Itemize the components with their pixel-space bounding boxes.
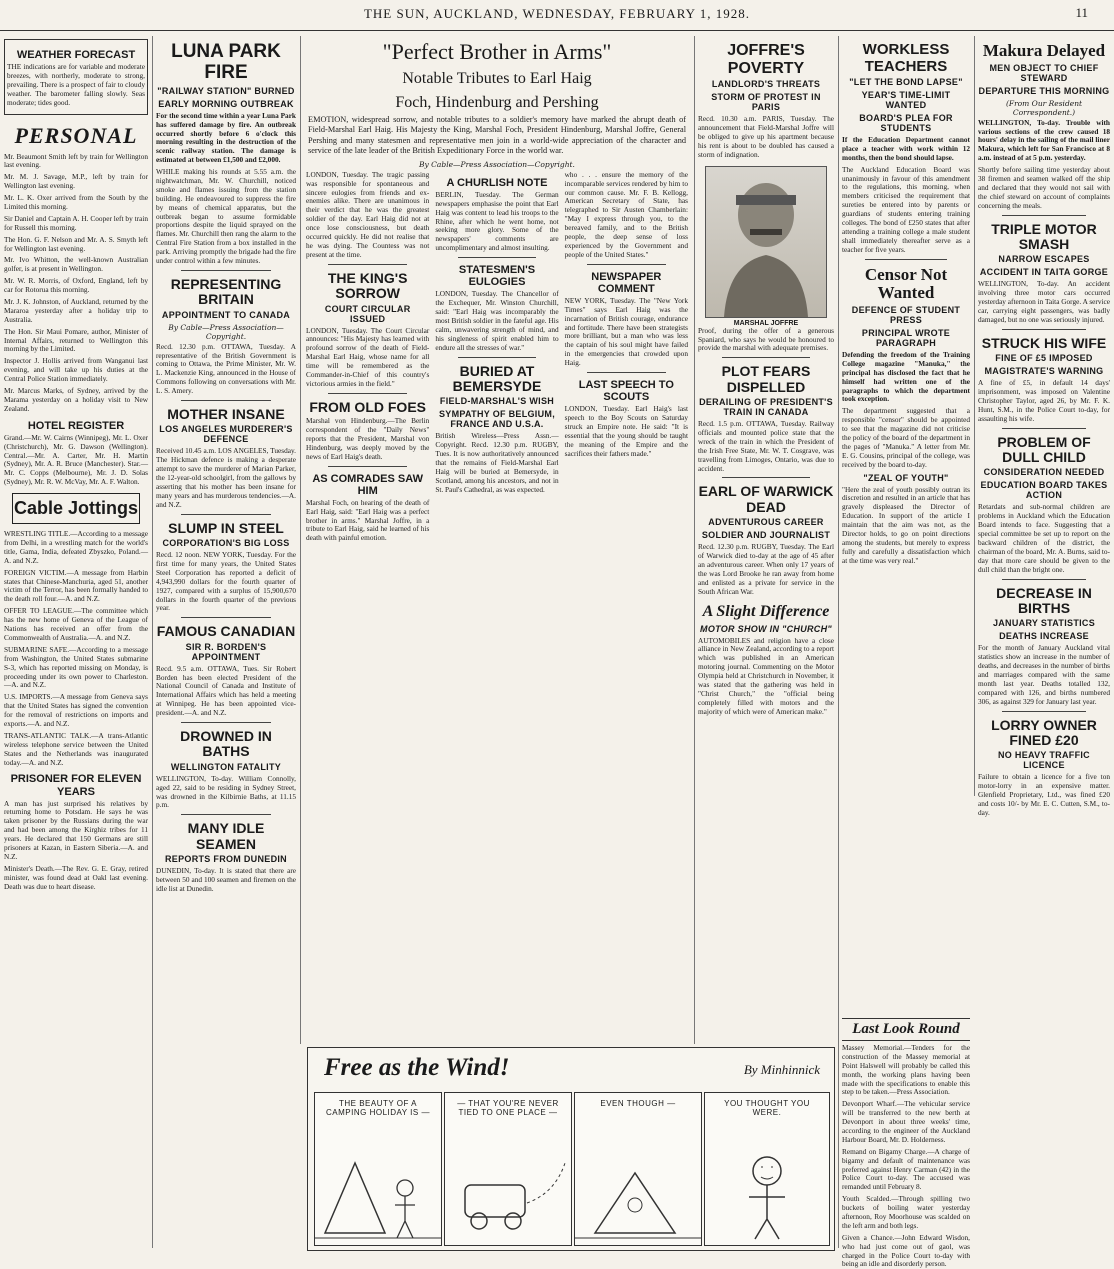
column-6 xyxy=(842,36,970,1044)
panel-caption: YOU THOUGHT YOU WERE. xyxy=(724,1099,810,1117)
column-2 xyxy=(156,36,296,1248)
makura-subheading: DEPARTURE THIS MORNING xyxy=(978,85,1110,96)
slump-subheading: CORPORATION'S BIG LOSS xyxy=(162,538,290,549)
main-col-right xyxy=(565,171,688,546)
divider xyxy=(587,264,666,265)
panel-caption: EVEN THOUGH — xyxy=(600,1099,676,1108)
main-story xyxy=(304,36,690,1044)
column-5 xyxy=(698,36,834,1044)
divider xyxy=(722,357,809,358)
divider xyxy=(1002,711,1087,712)
cable-jottings-heading: Cable Jottings xyxy=(12,493,140,524)
wife-subheading: FINE OF £5 IMPOSED xyxy=(995,353,1093,364)
teachers-subheading: BOARD'S PLEA FOR STUDENTS xyxy=(859,113,953,133)
personal-item: Mr. M. J. Savage, M.P., left by train for Wellington last evening. xyxy=(4,172,148,191)
prisoner-heading: PRISONER FOR ELEVEN YEARS xyxy=(10,773,142,798)
masthead xyxy=(0,0,1114,31)
canadian-subheading: SIR R. BORDEN'S APPOINTMENT xyxy=(185,641,267,662)
cable-item: TRANS-ATLANTIC TALK.—A trans-Atlantic wireless telephone service between the United States and the Netherlands was inaugurated today.—A. and N.Z. xyxy=(4,730,148,767)
prisoner-text: A man has just surprised his relatives by returning home to Potsdam. He says he was taken prisoner by the Russians during the war and had been among the Kirghiz tribes for 11 years. He declared that 150 Germans are still prisoners at Kazan, in Eastern Siberia.—A. and N.Z. xyxy=(4,798,148,861)
main-columns xyxy=(304,171,690,546)
teachers-subheading: "LET THE BOND LAPSE" xyxy=(849,77,963,87)
britain-text: Recd. 12.30 p.m. OTTAWA, Tuesday. A representative of the British Government is coming to Ottawa, the Prime Minister, Mr. W. L. Mackenzie King, announced in the House of Commons following on conversations with Mr. L. S. Amery. xyxy=(156,341,296,396)
cable-item: OFFER TO LEAGUE.—The committee which has the new home of Geneva of the League of Nations has received an offer from the Commonwealth of Australia.—A. and N.Z. xyxy=(4,606,148,642)
smash-text: WELLINGTON, To-day. An accident involving three motor cars occurred yesterday afternoon in Taita Gorge. A service car, carrying eight passengers, was badly damaged, but no one was seriously injured. xyxy=(978,279,1110,324)
mother-subheading: LOS ANGELES MURDERER'S DEFENCE xyxy=(159,424,293,445)
plot-heading: PLOT FEARS DISPELLED xyxy=(721,363,811,395)
births-heading: DECREASE IN BIRTHS xyxy=(996,584,1092,616)
personal-heading: PERSONAL xyxy=(14,122,138,148)
lorry-text: Failure to obtain a licence for a five ton motor-lorry in an expensive matter. Glenfield Proprietary, Ltd., was fined £20 and costs 10/- by Mr. E. C. Cutten, S.M., to-day. xyxy=(978,772,1110,817)
drowned-heading: DROWNED IN BATHS xyxy=(180,728,272,760)
column-rule xyxy=(838,36,839,1248)
personal-item: The Hon. G. F. Nelson and Mr. A. S. Smyth left for Wellington last evening. xyxy=(4,234,148,253)
smash-heading: TRIPLE MOTOR SMASH xyxy=(991,220,1097,252)
photo-caption: MARSHAL JOFFRE xyxy=(733,319,799,327)
lastlook-item: Massey Memorial.—Tenders for the construction of the Massey memorial at Point Halswell will probably be called this month, the working plans having been made with the specifications to enable this step to be taken.—Press Association. xyxy=(842,1043,970,1097)
cartoon-panel xyxy=(574,1092,702,1246)
column-rule xyxy=(974,36,975,796)
minister-text: Minister's Death.—The Rev. G. E. Gray, retired minister, was found dead at Oakl last evening. Death was due to heart disease. xyxy=(4,863,148,891)
column-1 xyxy=(4,36,148,1248)
eulogies-heading: STATESMEN'S EULOGIES xyxy=(458,264,536,289)
joffre-text: Proof, during the offer of a generous Spaniard, who says he would be honoured to provide the marshal with adequate premises. xyxy=(698,325,834,353)
divider xyxy=(1002,329,1087,330)
sorrow-text: LONDON, Tuesday. The Court Circular announces: "His Majesty has learned with profound sorrow of the death of Field-Marshal Earl Haig, whose name for all time will be remembered as the Commander-in-Chief of this country's victorious armies in the field." xyxy=(306,325,430,388)
lunapark-subheading: "RAILWAY STATION" BURNED xyxy=(157,85,295,96)
lorry-subheading: NO HEAVY TRAFFIC LICENCE xyxy=(998,750,1090,771)
censor-lead: Defending the freedom of the Training College magazine "Manuka," the principal has disclosed the fact that he himself had written one of the paragraphs to which the department took exception. xyxy=(842,349,970,404)
lastlook-item: Youth Scalded.—Through spilling two buckets of boiling water yesterday afternoon, Roy Moorhouse was scalded on the left arm and both legs. xyxy=(842,1194,970,1230)
cartoon-title: Free as the Wind! xyxy=(324,1054,510,1081)
panel-caption: THE BEAUTY OF A CAMPING HOLIDAY IS — xyxy=(326,1099,430,1117)
personal-item: Inspector J. Hollis arrived from Wanganui last evening, and will take up his duties at the Central Police Station immediately. xyxy=(4,356,148,384)
slump-heading: SLUMP IN STEEL xyxy=(168,519,284,536)
joffre-subheading: STORM OF PROTEST IN PARIS xyxy=(711,92,821,113)
births-text: For the month of January Auckland vital statistics show an increase in the number of deaths, and decreases in the number of births and marriages compared with the same month last year. Deaths totalled 132, compared with 126, and births numbered 306, as against 329 for January last year. xyxy=(978,643,1110,706)
joffre-text: Recd. 10.30 a.m. PARIS, Tuesday. The announcement that Field-Marshal Joffre will be obliged to give up his apartment because his rent is about to be doubled has caused a storm of indignation. xyxy=(698,114,834,159)
lunapark-lead: For the second time within a year Luna Park has suffered damage by fire. An outbreak occurred shortly before 6 o'clock this morning resulting in the destruction of the scenic railway station. The damage is estimated at between £1,500 and £2,000. xyxy=(156,110,296,165)
scouts-text: LONDON, Tuesday. Earl Haig's last speech to the Boy Scouts on Saturday struck an Empire note. He said: "It is essential that the young should be taught the meaning of the Empire and the sacrifices their fathers made." xyxy=(564,404,688,458)
column-7 xyxy=(978,36,1110,1248)
cartoon-panel xyxy=(314,1092,442,1246)
warwick-heading: EARL OF WARWICK DEAD xyxy=(698,483,834,515)
column-rule xyxy=(152,36,153,1248)
cable-item: WRESTLING TITLE.—According to a message from Delhi, in a wrestling match for the world's title, Gama, India, defeated Zbyszko, Poland.—A. and N.Z. xyxy=(4,529,148,565)
scouts-heading: LAST SPEECH TO SCOUTS xyxy=(578,379,674,404)
bemersyde-heading: BURIED AT BEMERSYDE xyxy=(452,362,542,394)
warwick-subheading: ADVENTUROUS CAREER xyxy=(708,517,824,528)
main-headline: "Perfect Brother in Arms" xyxy=(382,39,612,64)
comment-text: NEW YORK, Tuesday. The "New York Times" says Earl Haig was the incarnation of British courage, endurance and fortitude. There have been strategists more brilliant, but a man who was less the captain of his soul might have failed in the emergencies that crowded upon Haig. xyxy=(564,295,688,368)
slight-heading: A Slight Difference xyxy=(702,602,830,620)
slight-subheading: MOTOR SHOW IN "CHURCH" xyxy=(700,623,832,634)
comment-heading: NEWSPAPER COMMENT xyxy=(591,270,662,295)
makura-text: Shortly before sailing time yesterday about 38 firemen and seamen walked off the ship and declared that they would not sail with the chief steward on account of complaints concerning the meals. xyxy=(978,165,1110,210)
main-text: LONDON, Tuesday. The tragic passing was responsible for spontaneous and sincere eulogies from friends and ex-enemies alike. There are unanimous in their verdict that he was the greatest soldier of the day. Earl Haig did not at once lose consciousness, but death occurred quickly. He did not realise that he was dying. The Countess was not present at the time. xyxy=(306,169,430,259)
bemersyde-subheading: SYMPATHY OF BELGIUM, FRANCE AND U.S.A. xyxy=(438,409,555,430)
main-dateline: By Cable—Press Association—Copyright. xyxy=(419,159,575,169)
arms-text: Marshal Foch, on hearing of the death of Earl Haig, said: "Earl Haig was a perfect brother in arms." Marshal Joffre, in a tribute to Earl Haig, said he learned of his death with painful emotion. xyxy=(306,497,430,543)
teachers-text: The Auckland Education Board was unanimously in favour of this amendment to the regulations, this morning, when members criticised the requirement that sureties be entered into by parents or guardians of students entering training colleges. The bond of £250 states that after attending a training college a male student shall immediately thereafter serve as a teacher for five years. xyxy=(842,164,970,254)
child-subheading: CONSIDERATION NEEDED xyxy=(983,467,1105,478)
censor-subheading: PRINCIPAL WROTE PARAGRAPH xyxy=(861,327,951,348)
personal-item: Mr. L. K. Oxer arrived from the South by the Limited this morning. xyxy=(4,193,148,211)
censor-subheading: DEFENCE OF STUDENT PRESS xyxy=(851,304,961,325)
divider xyxy=(181,617,271,618)
column-rule xyxy=(694,36,695,1044)
cable-item: FOREIGN VICTIM.—A message from Harbin states that Chinese-Manchuria, aged 51, another victim of the Terror, has been formally handed to the death roll four.—A. and N.Z. xyxy=(4,567,148,604)
makura-heading: Makura Delayed xyxy=(982,41,1106,60)
personal-item: Sir Daniel and Captain A. H. Cooper left by train for Russell this morning. xyxy=(4,213,148,232)
child-text: Retardats and sub-normal children are problems in Auckland which the Education Board intends to face. Suggesting that a special committee be set up to report on the backward children of the district, the chairman of the board, Mr. A. Burns, said to-day that more care should be given to the dull child than the bright one. xyxy=(978,502,1110,574)
divider xyxy=(181,814,271,815)
britain-heading: REPRESENTING BRITAIN xyxy=(170,275,282,308)
arms-heading: AS COMRADES SAW HIM xyxy=(312,472,423,497)
main-col-left xyxy=(306,171,429,546)
portrait-image xyxy=(706,167,826,317)
weather-heading: WEATHER FORECAST xyxy=(16,49,136,61)
divider xyxy=(328,264,407,265)
divider xyxy=(458,357,537,358)
slight-text: AUTOMOBILES and religion have a close alliance in New Zealand, according to a report which was published in an American motoring journal. Commenting on the Motor Olympia held at Christchurch in November, it was stated that the gathering was held in "Christ Church," the "official being completely filled with motors and the majority of which were of American make." xyxy=(698,635,834,716)
zeal-heading: "ZEAL OF YOUTH" xyxy=(863,472,949,483)
joffre-subheading: LANDLORD'S THREATS xyxy=(711,79,821,90)
personal-item: Mr. J. K. Johnston, of Auckland, returned by the Mararoa yesterday after a holiday trip to Australia. xyxy=(4,297,148,324)
divider xyxy=(865,259,947,260)
column-rule xyxy=(300,36,301,1044)
seamen-heading: MANY IDLE SEAMEN xyxy=(187,820,265,852)
seamen-text: DUNEDIN, To-day. It is stated that there are between 50 and 100 seamen and firemen on the idle list at Dunedin. xyxy=(156,866,296,893)
churlish-heading: A CHURLISH NOTE xyxy=(446,176,548,189)
personal-item: The Hon. Sir Maui Pomare, author, Minister of Internal Affairs, returned to Wellington this morning by the Limited. xyxy=(4,326,148,354)
sorrow-heading: THE KING'S SORROW xyxy=(327,269,408,302)
cartoon-panel xyxy=(444,1092,572,1246)
mother-text: Received 10.45 a.m. LOS ANGELES, Tuesday. The Hickman defence is making a desperate attempt to save the murderer of Marian Parker, the 12-year-old schoolgirl, from the gallows by asserting that his mother has been insane for many years and has murderous tendencies.—A. and N.Z. xyxy=(156,446,296,509)
personal-item: Mr. W. R. Morris, of Oxford, England, left by car for Rotorua this morning. xyxy=(4,276,148,295)
last-look-column xyxy=(842,1012,970,1269)
lunapark-heading: LUNA PARK FIRE xyxy=(171,41,281,83)
churlish-text: BERLIN, Tuesday. The German newspapers emphasise the point that Earl Haig was content to lead his troops to the Rhine, after which he went home, not seeking more glory. Some of the newspapers' comments are uncomplimentary and almost insulting. xyxy=(435,189,559,253)
canadian-heading: FAMOUS CANADIAN xyxy=(156,623,296,640)
personal-item: Mr. Marcus Marks, of Sydney, arrived by the Marama yesterday on a holiday visit to New Zealand. xyxy=(4,386,148,413)
sorrow-subheading: COURT CIRCULAR ISSUED xyxy=(324,303,411,324)
foes-heading: FROM OLD FOES xyxy=(309,398,426,415)
makura-lead: WELLINGTON, To-day. Trouble with various sections of the crew caused 18 hours' delay in the sailing of the mail liner Makura, which left for San Francisco at 8 a.m. instead of at 5 p.m. yesterday. xyxy=(978,117,1110,163)
seamen-subheading: REPORTS FROM DUNEDIN xyxy=(164,854,287,865)
teachers-heading: WORKLESS TEACHERS xyxy=(862,41,950,75)
divider xyxy=(1002,579,1087,580)
weather-text: THE indications are for variable and moderate breezes, with northerly, moderate to strong, prevailing. There is a prospect of fair to cloudy weather. The barometer falling slowly. Seas moderate; tides good. xyxy=(7,62,145,107)
cable-item: SUBMARINE SAFE.—According to a message from Washington, the United States submarine S-3, which has reported missing on Monday, is proceeding under its own power to Charleston.—A. and N.Z. xyxy=(4,644,148,690)
censor-heading: Censor Not Wanted xyxy=(864,264,948,303)
lastlook-heading: Last Look Round xyxy=(842,1018,970,1041)
wife-heading: STRUCK HIS WIFE xyxy=(981,334,1107,351)
divider xyxy=(1002,428,1087,429)
britain-subheading: APPOINTMENT TO CANADA xyxy=(161,309,291,320)
warwick-text: Recd. 12.30 p.m. RUGBY, Tuesday. The Earl of Warwick died to-day at the age of 45 after an adventurous career. When only 17 years of the was Lord Brooke he ran away from home and enlisted as a private for service in the South African War. xyxy=(698,542,834,596)
far-text: who . . . ensure the memory of the incomparable services rendered by him to our common cause. Mr. F. B. Kellogg, American Secretary of State, has telegraphed to Sir Austen Chamberlain: "May I express through you, to the bereaved family, and to the British people, the deep sense of loss experienced by the Government and people of the United States." xyxy=(564,169,688,259)
cartoon-strip xyxy=(307,1047,835,1251)
lastlook-item: Devonport Wharf.—The vehicular service will be transferred to the new berth at Devonport in about three weeks' time, according to the engineer of the Auckland Harbour Board, Mr. D. Holderness. xyxy=(842,1099,970,1144)
slump-text: Recd. 12 noon. NEW YORK, Tuesday. For the first time for many years, the United States Steel Corporation has reported a deficit of 4,943,990 dollars for the fourth quarter of 1927, compared with a surplus of 15,900,670 dollars in the fourth quarter of the previous year. xyxy=(156,550,296,613)
warwick-subheading: SOLDIER AND JOURNALIST xyxy=(701,530,831,541)
register-text: Grand.—Mr. W. Cairns (Winnipeg), Mr. L. Oxer (Christchurch), Mr. G. Dawson (Wellington). Central.—Mr. A. Carter, Mr. H. Martin (Sydney), Mr. A. R. Bruce (Manchester). Star.—Mr. C. Copps (Melbourne), Mr. J. D. Solas (Sydney), Mr. R. W. McVay, Mr. A. F. Walton. xyxy=(4,432,148,487)
canadian-text: Recd. 9.5 a.m. OTTAWA, Tues. Sir Robert Borden has been elected President of the National Council of Canada and Institute of International Affairs which has held a meeting at Winnipeg. He has been appointed vice-president.—A. and N.Z. xyxy=(156,663,296,718)
page-number: 11 xyxy=(1075,5,1088,20)
register-heading: HOTEL REGISTER xyxy=(27,419,125,432)
censor-text: The department suggested that a responsible "censor" should be appointed to see that the magazine did not criticise the policy of the board of the department in the pages of "Manuka." A letter from Mr. E. G. Cousins, principal of the college, was received by the board to-day. xyxy=(842,406,970,469)
joffre-photo xyxy=(705,166,827,318)
foes-text: Marshal von Hindenburg.—The Berlin correspondent of the "Daily News" reports that the President, Marshal von Hindenburg, was deeply moved by the news of Earl Haig's death. xyxy=(306,416,430,461)
main-subheadline: Notable Tributes to Earl Haig xyxy=(402,70,592,88)
cartoon-byline: By Minhinnick xyxy=(743,1062,820,1077)
teachers-subheading: YEAR'S TIME-LIMIT WANTED xyxy=(861,90,951,110)
plot-subheading: DERAILING OF PRESIDENT'S TRAIN IN CANADA xyxy=(699,397,833,418)
cable-item: U.S. IMPORTS.—A message from Geneva says that the United States has signed the convention for the removal of restrictions on imports and exports.—A. and N.Z. xyxy=(4,692,148,728)
plot-text: Recd. 1.5 p.m. OTTAWA, Tuesday. Railway officials and mounted police state that the wreck of the train in which the President of the Irish Free State, Mr. W. T. Cosgrave, was travelling from Limoges, Ontario, was due to accident. xyxy=(698,419,834,473)
personal-item: Mr. Ivo Whitton, the well-known Australian golfer, is at present in Wellington. xyxy=(4,255,148,274)
divider xyxy=(181,400,271,401)
lunapark-text: WHILE making his rounds at 5.55 a.m. the nightwatchman, Mr. W. Churchill, noticed smoke and flames issuing from the station building. He endeavoured to suppress the fire by means of chemical apparatus, but the outbreak began to assume formidable proportions despite the liquid sprayed on the flames. Mr. Churchill then rang the alarm to the Central Fire Station from a box installed in the park. Arriving promptly the brigade had the fire under control within a few minutes. xyxy=(156,167,296,266)
bemersyde-subheading: FIELD-MARSHAL'S WISH xyxy=(439,396,555,407)
wife-text: A fine of £5, in default 14 days' imprisonment, was imposed on Valentine Christopher Taylor, aged 26, by Mr. F. K. Hunt, S.M., in the Police Court to-day, for assaulting his wife. xyxy=(978,378,1110,423)
cartoon-drawing xyxy=(575,1093,701,1245)
births-subheading: DEATHS INCREASE xyxy=(999,631,1089,642)
divider xyxy=(458,257,537,258)
lorry-heading: LORRY OWNER FINED £20 xyxy=(991,716,1097,748)
weather-box xyxy=(4,39,148,115)
zeal-text: "Here the zeal of youth possibly outran its discretion and resulted in an article that has gravely displeased the Director of Education. In support of the article I maintain that the aim was not, as the Director holds, to go on point directions among the students, but merely to express fully and carefully a dissatisfaction which at the time was very real." xyxy=(842,484,970,565)
drowned-subheading: WELLINGTON FATALITY xyxy=(170,761,282,772)
smash-subheading: ACCIDENT IN TAITA GORGE xyxy=(979,267,1109,278)
eulogies-text: LONDON, Tuesday. The Chancellor of the Exchequer, Mr. Winston Churchill, said: "Earl Haig was incomparably the most British soldier in the fateful age. His calm, unwavering strength of mind, and his singleness of spirit enabled him to endure all the stresses of war." xyxy=(435,289,559,352)
britain-dateline: By Cable—Press Association—Copyright. xyxy=(168,322,284,341)
main-col-middle xyxy=(435,171,558,546)
main-lead: EMOTION, widespread sorrow, and notable tributes to a soldier's memory have marked the abrupt death of Field-Marshal Earl Haig. His Majesty the King, Marshal Foch, President Hindenburg, Marshal Joffre, General Pershing and many statesmen and representative men join in a world-wide appreciation of the character and service of the late leader of the British Expeditionary Force in the world war. xyxy=(308,115,686,155)
lastlook-item: Remand on Bigamy Charge.—A charge of bigamy and default of maintenance was preferred against Henry Carman (42) in the Police Court to-day. The accused was remanded until February 8. xyxy=(842,1146,970,1192)
joffre-heading: JOFFRE'S POVERTY xyxy=(727,42,805,77)
teachers-lead: If the Education Department cannot place a teacher with work within 12 months, then the bond should lapse. xyxy=(842,135,970,162)
divider xyxy=(328,393,407,394)
births-subheading: JANUARY STATISTICS xyxy=(992,618,1096,629)
smash-subheading: NARROW ESCAPES xyxy=(998,254,1090,265)
lunapark-subheading: EARLY MORNING OUTBREAK xyxy=(158,98,294,109)
main-subheadline: Foch, Hindenburg and Pershing xyxy=(395,93,599,111)
drowned-text: WELLINGTON, To-day. William Connolly, aged 22, said to be residing in Sydney Street, was drowned in the Kilbirnie Baths, at 11.15 p.m. xyxy=(156,773,296,810)
child-subheading: EDUCATION BOARD TAKES ACTION xyxy=(980,480,1108,501)
panel-caption: — THAT YOU'RE NEVER TIED TO ONE PLACE — xyxy=(457,1099,559,1117)
child-heading: PROBLEM OF DULL CHILD xyxy=(997,433,1091,466)
divider xyxy=(328,466,407,467)
personal-item: Mr. Beaumont Smith left by train for Wellington last evening. xyxy=(4,151,148,170)
masthead-title: THE SUN, AUCKLAND, WEDNESDAY, FEBRUARY 1, 1928. xyxy=(363,6,751,21)
makura-dateline: (From Our Resident Correspondent.) xyxy=(1005,98,1083,117)
divider xyxy=(722,477,809,478)
divider xyxy=(587,372,666,373)
wife-subheading: MAGISTRATE'S WARNING xyxy=(984,366,1104,377)
divider xyxy=(1002,215,1087,216)
cartoon-panel xyxy=(704,1092,830,1246)
makura-subheading: MEN OBJECT TO CHIEF STEWARD xyxy=(989,62,1099,83)
lastlook-item: Given a Chance.—John Edward Wisdon, who had just come out of gaol, was charged in the Police Court to-day with being an idle and disorderly person. xyxy=(842,1232,970,1269)
bemersyde-text: British Wireless—Press Assn.—Copyright. Recd. 12.30 p.m. RUGBY, Tues. It is now authoritatively announced that the remains of Field-Marshal Earl Haig will be buried at Bemersyde, in Scotland, among his ancestors, and not in St. Paul's Cathedral, as was expected. xyxy=(435,431,559,494)
divider xyxy=(181,722,271,723)
mother-heading: MOTHER INSANE xyxy=(167,406,285,423)
divider xyxy=(181,514,271,515)
divider xyxy=(181,270,271,271)
